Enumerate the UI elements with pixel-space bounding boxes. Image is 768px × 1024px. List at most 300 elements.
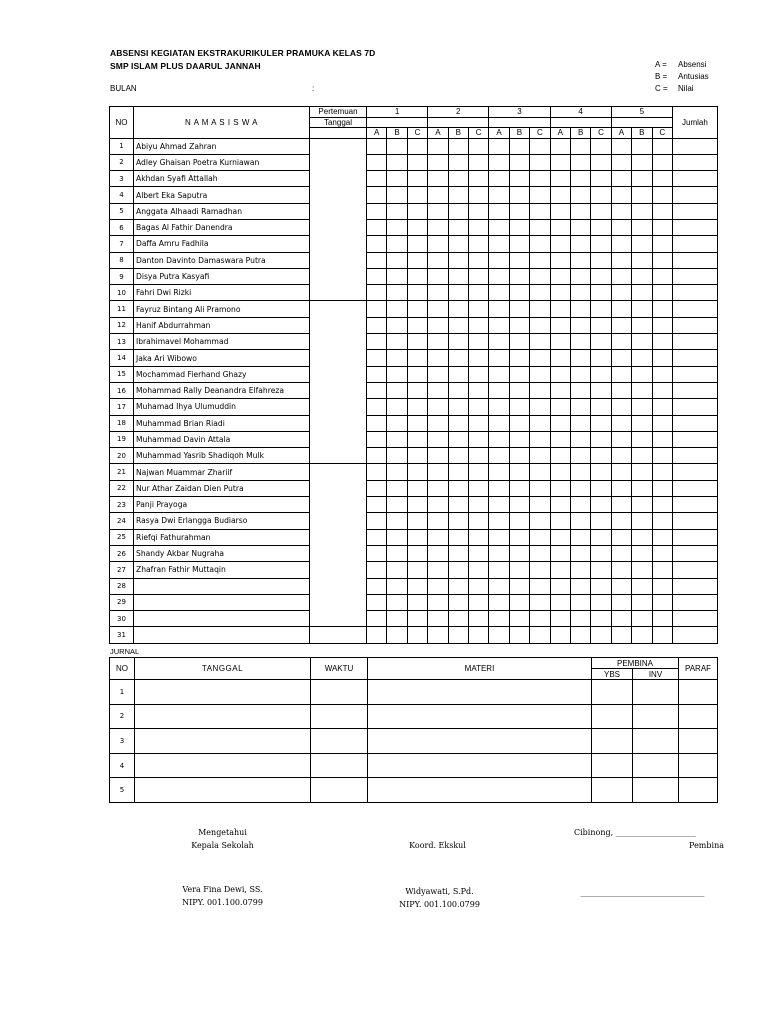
jumlah-cell[interactable] [672, 578, 717, 594]
score-cell[interactable] [468, 154, 488, 170]
score-cell[interactable] [468, 219, 488, 235]
score-cell[interactable] [611, 464, 631, 480]
score-cell[interactable] [489, 399, 509, 415]
jumlah-cell[interactable] [672, 317, 717, 333]
score-cell[interactable] [632, 448, 652, 464]
tanggal-block-cell[interactable] [310, 627, 367, 643]
score-cell[interactable] [509, 138, 529, 154]
score-cell[interactable] [570, 529, 590, 545]
score-cell[interactable] [428, 497, 448, 513]
jumlah-cell[interactable] [672, 285, 717, 301]
jurnal-ybs-cell[interactable] [592, 778, 633, 803]
score-cell[interactable] [632, 138, 652, 154]
score-cell[interactable] [570, 448, 590, 464]
score-cell[interactable] [591, 415, 611, 431]
score-cell[interactable] [448, 366, 468, 382]
score-cell[interactable] [489, 236, 509, 252]
score-cell[interactable] [530, 252, 550, 268]
score-cell[interactable] [448, 301, 468, 317]
score-cell[interactable] [530, 448, 550, 464]
score-cell[interactable] [632, 301, 652, 317]
score-cell[interactable] [632, 480, 652, 496]
score-cell[interactable] [367, 154, 387, 170]
score-cell[interactable] [530, 545, 550, 561]
score-cell[interactable] [367, 187, 387, 203]
score-cell[interactable] [387, 529, 407, 545]
score-cell[interactable] [428, 252, 448, 268]
score-cell[interactable] [489, 334, 509, 350]
jumlah-cell[interactable] [672, 431, 717, 447]
score-cell[interactable] [591, 513, 611, 529]
jumlah-cell[interactable] [672, 187, 717, 203]
score-cell[interactable] [387, 171, 407, 187]
score-cell[interactable] [428, 480, 448, 496]
score-cell[interactable] [591, 366, 611, 382]
score-cell[interactable] [652, 611, 672, 627]
score-cell[interactable] [570, 138, 590, 154]
score-cell[interactable] [428, 399, 448, 415]
score-cell[interactable] [489, 382, 509, 398]
score-cell[interactable] [468, 366, 488, 382]
score-cell[interactable] [367, 464, 387, 480]
score-cell[interactable] [591, 334, 611, 350]
score-cell[interactable] [407, 529, 427, 545]
score-cell[interactable] [570, 480, 590, 496]
score-cell[interactable] [530, 268, 550, 284]
score-cell[interactable] [591, 154, 611, 170]
score-cell[interactable] [530, 138, 550, 154]
jurnal-ybs-cell[interactable] [592, 704, 633, 729]
score-cell[interactable] [448, 480, 468, 496]
score-cell[interactable] [611, 513, 631, 529]
jurnal-materi-cell[interactable] [368, 778, 592, 803]
score-cell[interactable] [407, 415, 427, 431]
score-cell[interactable] [509, 203, 529, 219]
score-cell[interactable] [652, 171, 672, 187]
score-cell[interactable] [591, 594, 611, 610]
score-cell[interactable] [387, 399, 407, 415]
jumlah-cell[interactable] [672, 448, 717, 464]
score-cell[interactable] [448, 334, 468, 350]
score-cell[interactable] [387, 382, 407, 398]
score-cell[interactable] [509, 562, 529, 578]
score-cell[interactable] [611, 236, 631, 252]
score-cell[interactable] [509, 513, 529, 529]
score-cell[interactable] [407, 431, 427, 447]
score-cell[interactable] [570, 187, 590, 203]
score-cell[interactable] [530, 464, 550, 480]
score-cell[interactable] [489, 627, 509, 643]
score-cell[interactable] [407, 171, 427, 187]
score-cell[interactable] [652, 627, 672, 643]
score-cell[interactable] [407, 350, 427, 366]
score-cell[interactable] [550, 382, 570, 398]
score-cell[interactable] [550, 138, 570, 154]
score-cell[interactable] [570, 545, 590, 561]
jurnal-waktu-cell[interactable] [311, 753, 368, 778]
jurnal-paraf-cell[interactable] [679, 680, 718, 705]
score-cell[interactable] [428, 285, 448, 301]
jumlah-cell[interactable] [672, 350, 717, 366]
score-cell[interactable] [652, 513, 672, 529]
score-cell[interactable] [448, 594, 468, 610]
score-cell[interactable] [509, 497, 529, 513]
score-cell[interactable] [632, 415, 652, 431]
score-cell[interactable] [611, 171, 631, 187]
score-cell[interactable] [407, 301, 427, 317]
score-cell[interactable] [570, 578, 590, 594]
score-cell[interactable] [611, 187, 631, 203]
score-cell[interactable] [448, 203, 468, 219]
jumlah-cell[interactable] [672, 399, 717, 415]
score-cell[interactable] [550, 611, 570, 627]
score-cell[interactable] [468, 252, 488, 268]
score-cell[interactable] [489, 545, 509, 561]
score-cell[interactable] [367, 219, 387, 235]
score-cell[interactable] [387, 545, 407, 561]
score-cell[interactable] [611, 138, 631, 154]
score-cell[interactable] [448, 562, 468, 578]
score-cell[interactable] [570, 464, 590, 480]
score-cell[interactable] [591, 529, 611, 545]
score-cell[interactable] [468, 301, 488, 317]
score-cell[interactable] [550, 334, 570, 350]
score-cell[interactable] [489, 366, 509, 382]
score-cell[interactable] [448, 154, 468, 170]
score-cell[interactable] [509, 350, 529, 366]
score-cell[interactable] [591, 382, 611, 398]
score-cell[interactable] [468, 236, 488, 252]
score-cell[interactable] [611, 350, 631, 366]
score-cell[interactable] [407, 464, 427, 480]
score-cell[interactable] [550, 627, 570, 643]
score-cell[interactable] [489, 562, 509, 578]
score-cell[interactable] [367, 611, 387, 627]
score-cell[interactable] [448, 187, 468, 203]
score-cell[interactable] [591, 627, 611, 643]
score-cell[interactable] [387, 431, 407, 447]
score-cell[interactable] [530, 513, 550, 529]
score-cell[interactable] [591, 399, 611, 415]
score-cell[interactable] [489, 219, 509, 235]
jumlah-cell[interactable] [672, 236, 717, 252]
jurnal-ybs-cell[interactable] [592, 729, 633, 754]
score-cell[interactable] [489, 464, 509, 480]
score-cell[interactable] [489, 480, 509, 496]
score-cell[interactable] [428, 187, 448, 203]
score-cell[interactable] [387, 285, 407, 301]
score-cell[interactable] [530, 285, 550, 301]
score-cell[interactable] [611, 431, 631, 447]
score-cell[interactable] [407, 334, 427, 350]
jurnal-paraf-cell[interactable] [679, 704, 718, 729]
score-cell[interactable] [387, 480, 407, 496]
score-cell[interactable] [652, 366, 672, 382]
score-cell[interactable] [468, 285, 488, 301]
score-cell[interactable] [632, 464, 652, 480]
score-cell[interactable] [367, 578, 387, 594]
score-cell[interactable] [530, 366, 550, 382]
score-cell[interactable] [611, 480, 631, 496]
score-cell[interactable] [652, 529, 672, 545]
jumlah-cell[interactable] [672, 529, 717, 545]
score-cell[interactable] [489, 578, 509, 594]
score-cell[interactable] [591, 545, 611, 561]
score-cell[interactable] [489, 497, 509, 513]
score-cell[interactable] [652, 285, 672, 301]
score-cell[interactable] [530, 578, 550, 594]
score-cell[interactable] [387, 138, 407, 154]
score-cell[interactable] [509, 219, 529, 235]
score-cell[interactable] [509, 448, 529, 464]
score-cell[interactable] [407, 497, 427, 513]
score-cell[interactable] [611, 382, 631, 398]
score-cell[interactable] [468, 317, 488, 333]
score-cell[interactable] [448, 464, 468, 480]
score-cell[interactable] [448, 545, 468, 561]
score-cell[interactable] [367, 529, 387, 545]
score-cell[interactable] [611, 203, 631, 219]
score-cell[interactable] [530, 236, 550, 252]
jumlah-cell[interactable] [672, 138, 717, 154]
score-cell[interactable] [407, 448, 427, 464]
jumlah-cell[interactable] [672, 611, 717, 627]
score-cell[interactable] [387, 350, 407, 366]
score-cell[interactable] [367, 513, 387, 529]
score-cell[interactable] [367, 138, 387, 154]
jumlah-cell[interactable] [672, 627, 717, 643]
score-cell[interactable] [367, 252, 387, 268]
score-cell[interactable] [570, 219, 590, 235]
score-cell[interactable] [611, 448, 631, 464]
jumlah-cell[interactable] [672, 562, 717, 578]
score-cell[interactable] [611, 545, 631, 561]
score-cell[interactable] [652, 334, 672, 350]
score-cell[interactable] [407, 594, 427, 610]
jurnal-tanggal-cell[interactable] [135, 680, 311, 705]
score-cell[interactable] [387, 334, 407, 350]
score-cell[interactable] [387, 415, 407, 431]
score-cell[interactable] [407, 138, 427, 154]
score-cell[interactable] [407, 219, 427, 235]
score-cell[interactable] [489, 252, 509, 268]
score-cell[interactable] [387, 448, 407, 464]
jurnal-tanggal-cell[interactable] [135, 753, 311, 778]
score-cell[interactable] [428, 545, 448, 561]
score-cell[interactable] [611, 415, 631, 431]
score-cell[interactable] [570, 203, 590, 219]
score-cell[interactable] [407, 382, 427, 398]
score-cell[interactable] [591, 464, 611, 480]
score-cell[interactable] [550, 480, 570, 496]
score-cell[interactable] [550, 594, 570, 610]
score-cell[interactable] [448, 399, 468, 415]
score-cell[interactable] [611, 529, 631, 545]
score-cell[interactable] [652, 350, 672, 366]
score-cell[interactable] [468, 334, 488, 350]
score-cell[interactable] [509, 431, 529, 447]
score-cell[interactable] [550, 497, 570, 513]
jurnal-inv-cell[interactable] [633, 680, 679, 705]
score-cell[interactable] [468, 187, 488, 203]
score-cell[interactable] [407, 317, 427, 333]
jurnal-paraf-cell[interactable] [679, 729, 718, 754]
score-cell[interactable] [652, 268, 672, 284]
score-cell[interactable] [632, 497, 652, 513]
score-cell[interactable] [367, 317, 387, 333]
meeting-date-cell[interactable] [489, 117, 550, 128]
score-cell[interactable] [652, 464, 672, 480]
score-cell[interactable] [468, 627, 488, 643]
score-cell[interactable] [468, 448, 488, 464]
score-cell[interactable] [367, 627, 387, 643]
score-cell[interactable] [591, 480, 611, 496]
score-cell[interactable] [632, 382, 652, 398]
score-cell[interactable] [428, 513, 448, 529]
score-cell[interactable] [367, 171, 387, 187]
score-cell[interactable] [530, 594, 550, 610]
score-cell[interactable] [550, 154, 570, 170]
score-cell[interactable] [652, 431, 672, 447]
score-cell[interactable] [570, 350, 590, 366]
score-cell[interactable] [367, 545, 387, 561]
score-cell[interactable] [611, 578, 631, 594]
score-cell[interactable] [367, 350, 387, 366]
score-cell[interactable] [632, 252, 652, 268]
score-cell[interactable] [448, 431, 468, 447]
score-cell[interactable] [509, 317, 529, 333]
score-cell[interactable] [489, 285, 509, 301]
score-cell[interactable] [591, 301, 611, 317]
score-cell[interactable] [611, 219, 631, 235]
score-cell[interactable] [367, 480, 387, 496]
jurnal-waktu-cell[interactable] [311, 680, 368, 705]
score-cell[interactable] [509, 187, 529, 203]
score-cell[interactable] [407, 399, 427, 415]
score-cell[interactable] [387, 268, 407, 284]
score-cell[interactable] [611, 497, 631, 513]
score-cell[interactable] [428, 301, 448, 317]
score-cell[interactable] [550, 252, 570, 268]
score-cell[interactable] [509, 301, 529, 317]
score-cell[interactable] [367, 334, 387, 350]
jumlah-cell[interactable] [672, 480, 717, 496]
score-cell[interactable] [468, 203, 488, 219]
score-cell[interactable] [468, 464, 488, 480]
score-cell[interactable] [468, 594, 488, 610]
jurnal-tanggal-cell[interactable] [135, 778, 311, 803]
score-cell[interactable] [407, 154, 427, 170]
score-cell[interactable] [448, 285, 468, 301]
jurnal-paraf-cell[interactable] [679, 753, 718, 778]
score-cell[interactable] [448, 171, 468, 187]
score-cell[interactable] [387, 497, 407, 513]
score-cell[interactable] [367, 562, 387, 578]
score-cell[interactable] [448, 382, 468, 398]
score-cell[interactable] [611, 399, 631, 415]
score-cell[interactable] [530, 611, 550, 627]
jurnal-tanggal-cell[interactable] [135, 704, 311, 729]
score-cell[interactable] [652, 187, 672, 203]
score-cell[interactable] [652, 399, 672, 415]
score-cell[interactable] [367, 399, 387, 415]
score-cell[interactable] [632, 171, 652, 187]
score-cell[interactable] [387, 187, 407, 203]
jurnal-ybs-cell[interactable] [592, 753, 633, 778]
score-cell[interactable] [489, 268, 509, 284]
tanggal-block-cell[interactable] [310, 138, 367, 301]
score-cell[interactable] [489, 529, 509, 545]
tanggal-block-cell[interactable] [310, 301, 367, 464]
score-cell[interactable] [468, 578, 488, 594]
jurnal-inv-cell[interactable] [633, 753, 679, 778]
jumlah-cell[interactable] [672, 594, 717, 610]
score-cell[interactable] [468, 399, 488, 415]
score-cell[interactable] [509, 594, 529, 610]
score-cell[interactable] [530, 562, 550, 578]
score-cell[interactable] [509, 268, 529, 284]
score-cell[interactable] [448, 350, 468, 366]
score-cell[interactable] [407, 203, 427, 219]
score-cell[interactable] [550, 562, 570, 578]
score-cell[interactable] [591, 317, 611, 333]
score-cell[interactable] [570, 236, 590, 252]
score-cell[interactable] [509, 366, 529, 382]
score-cell[interactable] [489, 187, 509, 203]
score-cell[interactable] [367, 448, 387, 464]
score-cell[interactable] [652, 219, 672, 235]
score-cell[interactable] [387, 627, 407, 643]
score-cell[interactable] [550, 187, 570, 203]
score-cell[interactable] [509, 285, 529, 301]
score-cell[interactable] [550, 464, 570, 480]
score-cell[interactable] [632, 154, 652, 170]
score-cell[interactable] [591, 285, 611, 301]
score-cell[interactable] [591, 252, 611, 268]
score-cell[interactable] [448, 317, 468, 333]
jurnal-waktu-cell[interactable] [311, 729, 368, 754]
jurnal-waktu-cell[interactable] [311, 704, 368, 729]
score-cell[interactable] [428, 578, 448, 594]
score-cell[interactable] [428, 464, 448, 480]
score-cell[interactable] [407, 513, 427, 529]
score-cell[interactable] [570, 594, 590, 610]
jumlah-cell[interactable] [672, 252, 717, 268]
meeting-date-cell[interactable] [611, 117, 672, 128]
score-cell[interactable] [468, 562, 488, 578]
score-cell[interactable] [407, 611, 427, 627]
score-cell[interactable] [448, 236, 468, 252]
jumlah-cell[interactable] [672, 382, 717, 398]
score-cell[interactable] [530, 187, 550, 203]
meeting-date-cell[interactable] [428, 117, 489, 128]
score-cell[interactable] [489, 611, 509, 627]
jumlah-cell[interactable] [672, 268, 717, 284]
score-cell[interactable] [611, 252, 631, 268]
score-cell[interactable] [489, 513, 509, 529]
score-cell[interactable] [570, 627, 590, 643]
score-cell[interactable] [611, 627, 631, 643]
score-cell[interactable] [652, 415, 672, 431]
score-cell[interactable] [387, 464, 407, 480]
score-cell[interactable] [367, 285, 387, 301]
jurnal-inv-cell[interactable] [633, 778, 679, 803]
score-cell[interactable] [652, 252, 672, 268]
score-cell[interactable] [652, 497, 672, 513]
score-cell[interactable] [632, 285, 652, 301]
score-cell[interactable] [632, 611, 652, 627]
score-cell[interactable] [489, 317, 509, 333]
